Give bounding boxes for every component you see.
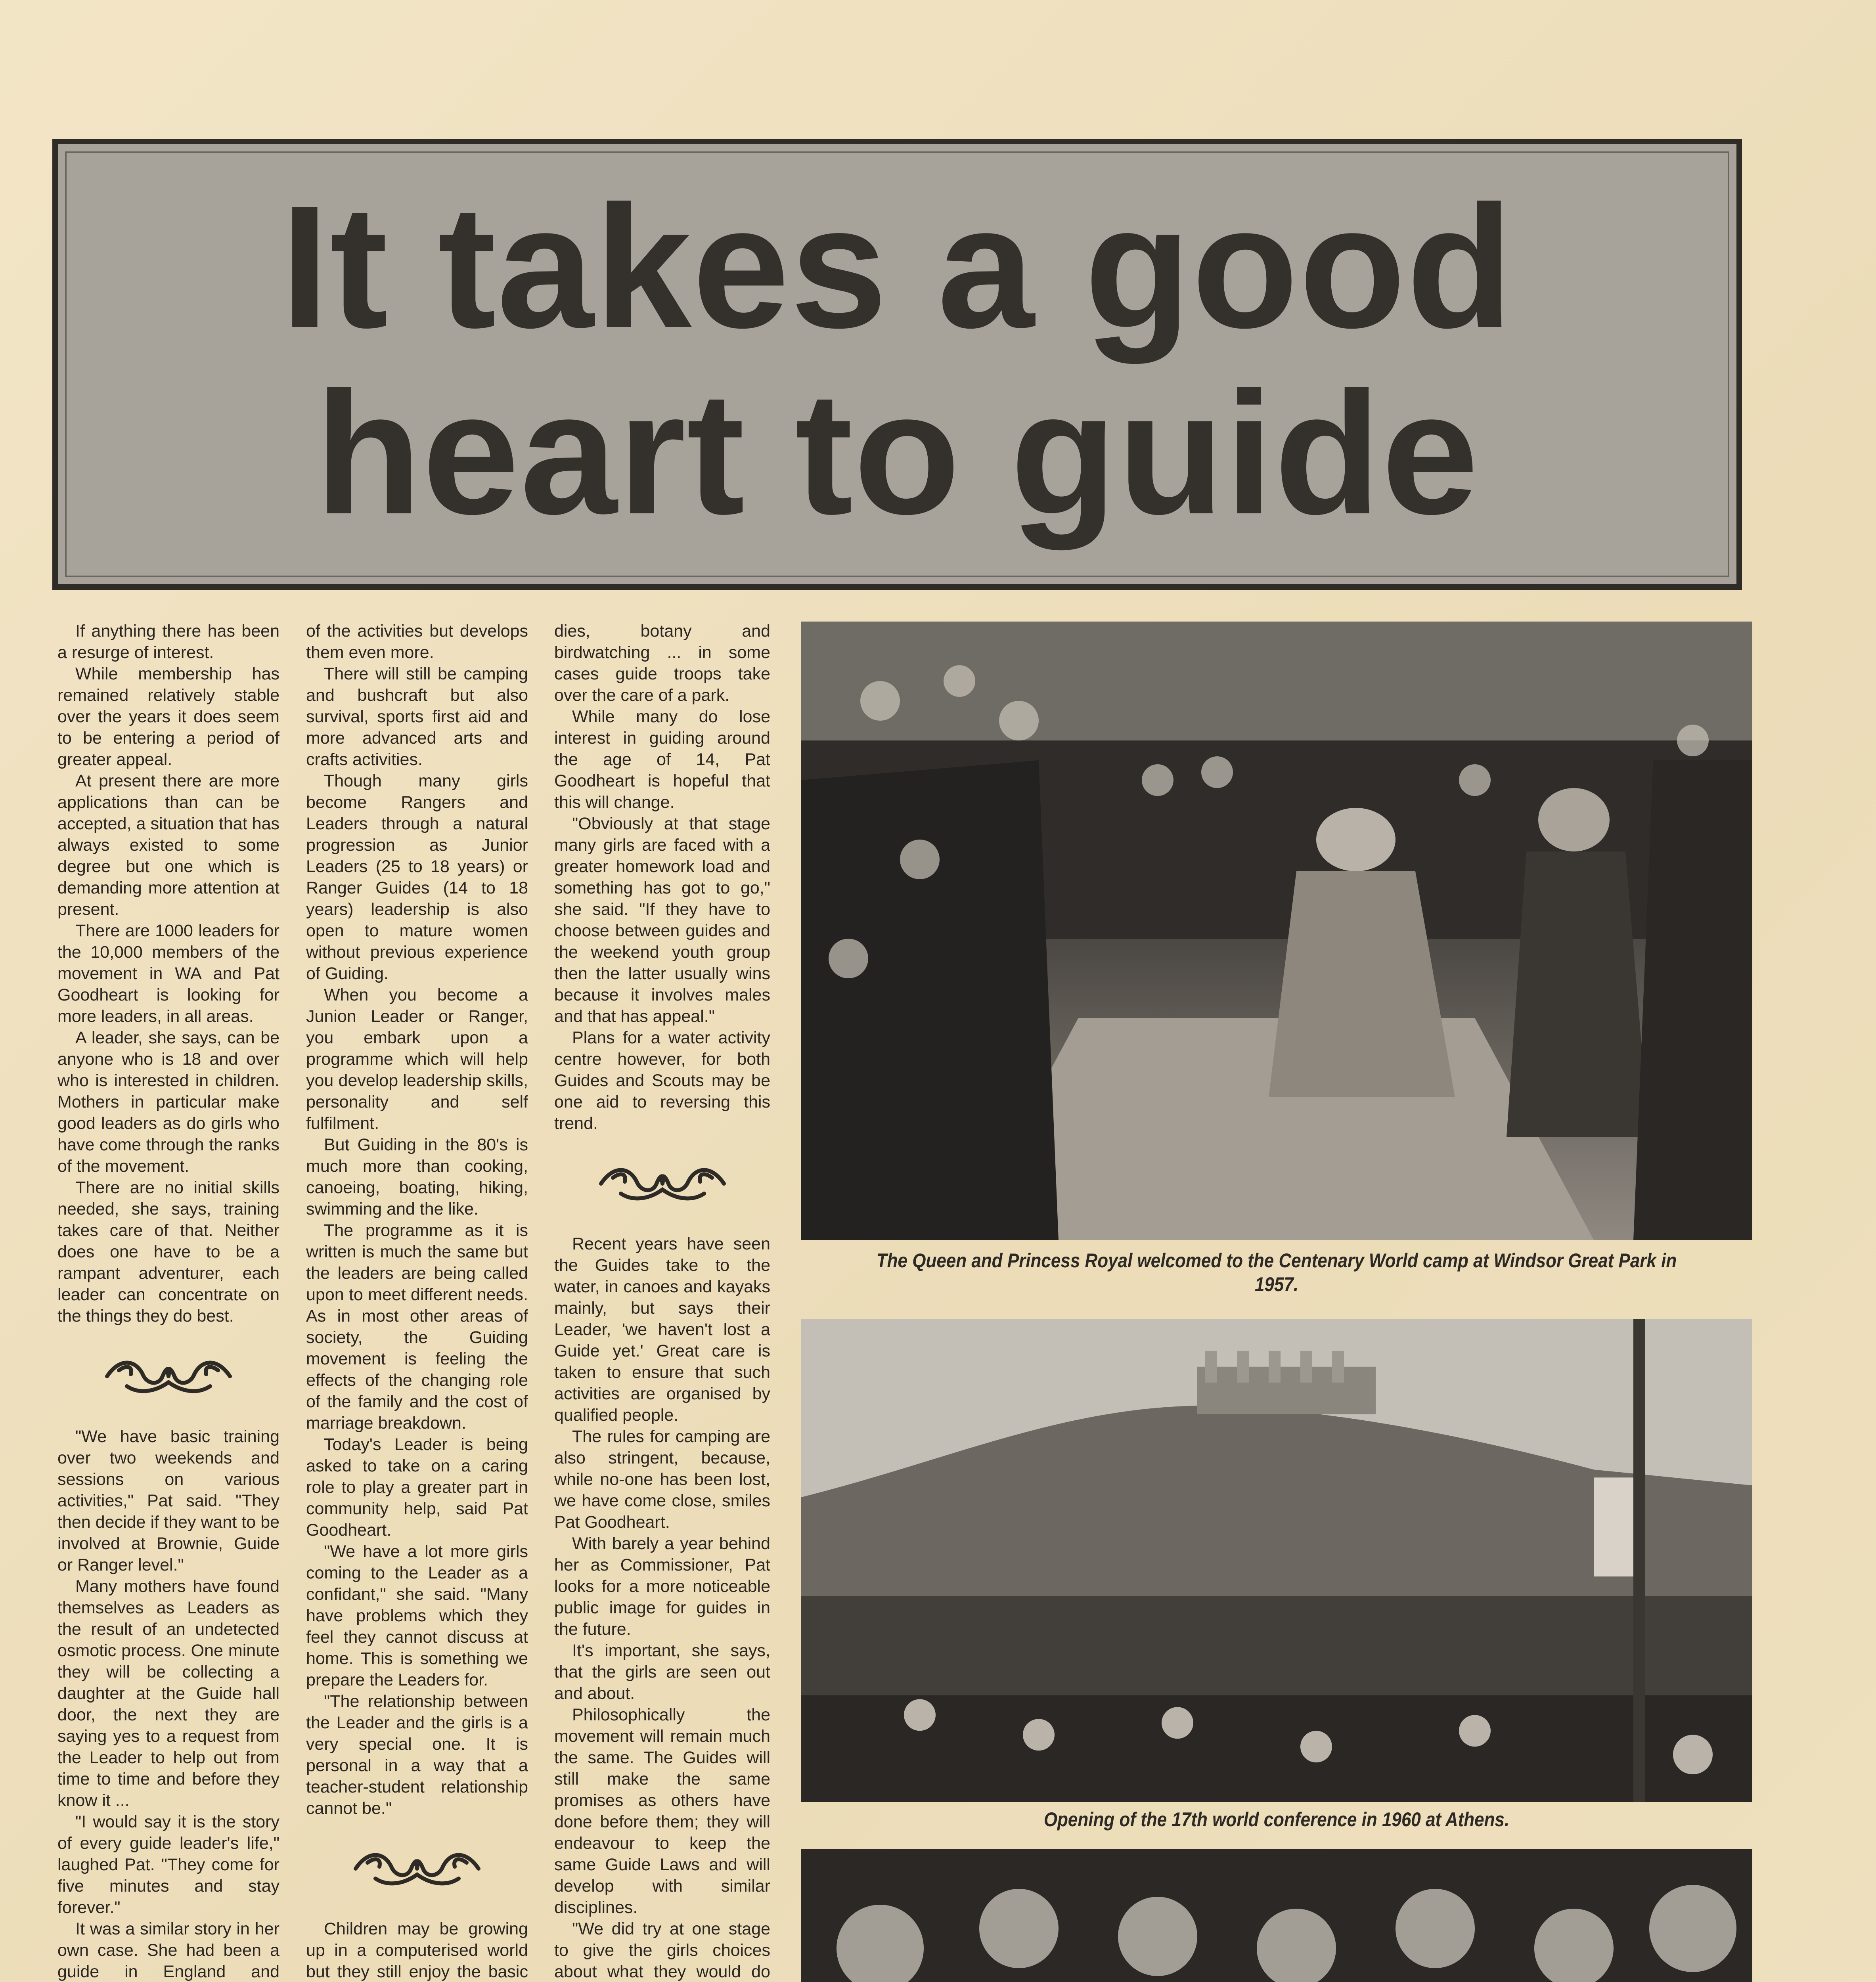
paragraph: While many do lose interest in guiding around the age of 14, Pat Goodheart is hopeful that this will change. bbox=[554, 707, 770, 812]
paragraph: "We have basic training over two weekends and sessions on various activities," Pat said. "They then decide if they want to be involved at Brownie, Guide or Ranger level." bbox=[57, 1427, 279, 1575]
column-1-part-a bbox=[57, 620, 279, 1327]
section-ornament-icon bbox=[103, 1354, 234, 1398]
section-ornament-icon bbox=[597, 1162, 728, 1205]
paragraph: Recent years have seen the Guides take to the water, in canoes and kayaks mainly, but says their Leader, 'we haven't lost a Guide yet.' Great care is taken to ensure that such activities are organised by qualified people. bbox=[554, 1234, 770, 1425]
column-2-part-b bbox=[306, 1918, 528, 1982]
column-3-part-a bbox=[554, 620, 770, 1134]
paragraph: Though many girls become Rangers and Leaders through a natural progression as Junior Leaders (25 to 18 years) or Ranger Guides (14 to 18 years) leadership is also open to mature women without previous experience of Guiding. bbox=[306, 771, 528, 983]
article-column-1 bbox=[57, 620, 279, 1982]
photo-pat-goodheart-troops bbox=[801, 1849, 1752, 1982]
paragraph: Philosophically the movement will remain much the same. The Guides will still make the same promises as others have done before them; they will endeavour to keep the same Guide Laws and will develop with similar disciplines. bbox=[554, 1705, 770, 1917]
paragraph: of the activities but develops them even more. bbox=[306, 622, 528, 662]
headline-box bbox=[52, 139, 1742, 590]
photo-2-caption: Opening of the 17th world conference in 1960 at Athens. bbox=[1043, 1808, 1510, 1831]
paragraph: While membership has remained relatively stable over the years it does seem to be entering a period of greater appeal. bbox=[57, 664, 279, 769]
paragraph: There will still be camping and bushcraft but also survival, sports first aid and more advanced arts and crafts activities. bbox=[306, 664, 528, 769]
paragraph: There are no initial skills needed, she says, training takes care of that. Neither does one have to be a rampant adventurer, each leader can concentrate on the things they do best. bbox=[57, 1178, 279, 1326]
paragraph: Plans for a water activity centre however, for both Guides and Scouts may be one aid to reversing this trend. bbox=[554, 1028, 770, 1133]
paragraph: Today's Leader is being asked to take on a caring role to play a greater part in community help, said Pat Goodheart. bbox=[306, 1435, 528, 1540]
column-3-part-b bbox=[554, 1233, 770, 1982]
section-ornament-icon bbox=[352, 1847, 482, 1890]
paragraph: A leader, she says, can be anyone who is 18 and over who is interested in children. Mothers in particular make good leaders as do girls who have come through the ranks of the movement. bbox=[57, 1028, 279, 1176]
article-column-3 bbox=[554, 620, 770, 1982]
paragraph: The programme as it is written is much the same but the leaders are being called upon to meet different needs. As in most other areas of society, the Guiding movement is feeling the effects of the changing role of the family and the cost of marriage breakdown. bbox=[306, 1221, 528, 1433]
paragraph: With barely a year behind her as Commissioner, Pat looks for a more noticeable public image for guides in the future. bbox=[554, 1534, 770, 1639]
paragraph: At present there are more applications than can be accepted, a situation that has always existed to some degree but one which is demanding more attention at present. bbox=[57, 771, 279, 919]
headline-line-1: It takes a good bbox=[280, 170, 1514, 364]
paragraph: Many mothers have found themselves as Leaders as the result of an undetected osmotic process. One minute they will be collecting a daughter at the Guide hall door, the next they are saying yes to a request from the Leader to help out from time to time and before they know it ... bbox=[57, 1577, 279, 1810]
headline-line-2: heart to guide bbox=[315, 356, 1480, 551]
column-2-part-a bbox=[306, 620, 528, 1819]
paragraph: "I would say it is the story of every guide leader's life," laughed Pat. "They come for five minutes and stay forever." bbox=[57, 1812, 279, 1917]
paragraph: "Obviously at that stage many girls are faced with a greater homework load and something has got to go," she said. "If they have to choose between guides and the weekend youth group then the latter usually wins because it involves males and that has appeal." bbox=[554, 814, 770, 1026]
photo-queen-welcome bbox=[801, 622, 1752, 1240]
paragraph: Children may be growing up in a computerised world but they still enjoy the basic bbox=[306, 1919, 528, 1981]
paragraph: dies, botany and birdwatching ... in some cases guide troops take over the care of a park. bbox=[554, 622, 770, 705]
paragraph: "The relationship between the Leader and the girls is a very special one. It is personal in a way that a teacher-student relationship cannot be." bbox=[306, 1692, 528, 1818]
paragraph: If anything there has been a resurge of interest. bbox=[57, 622, 279, 662]
paragraph: But Guiding in the 80's is much more than cooking, canoeing, boating, hiking, swimming and the like. bbox=[306, 1135, 528, 1219]
column-1-part-b bbox=[57, 1426, 279, 1982]
photo-athens-conference bbox=[801, 1319, 1752, 1802]
paragraph: There are 1000 leaders for the 10,000 members of the movement in WA and Pat Goodheart is looking for more leaders, in all areas. bbox=[57, 921, 279, 1026]
photo-1-caption: The Queen and Princess Royal welcomed to the Centenary World camp at Windsor Great Park in 1957. bbox=[876, 1249, 1677, 1295]
paragraph: "We did try at one stage to give the girls choices about what they would do bbox=[554, 1919, 770, 1981]
paragraph: "We have a lot more girls coming to the Leader as a confidant," she said. "Many have problems which they feel they cannot discuss at home. This is something we prepare the Leaders for. bbox=[306, 1542, 528, 1689]
paragraph: It's important, she says, that the girls are seen out and about. bbox=[554, 1641, 770, 1703]
paragraph: It was a similar story in her own case. She had been a guide in England and bbox=[57, 1919, 279, 1981]
article-column-2 bbox=[306, 620, 528, 1982]
paragraph: The rules for camping are also stringent, because, while no-one has been lost, we have come close, smiles Pat Goodheart. bbox=[554, 1427, 770, 1532]
paragraph: When you become a Junion Leader or Ranger, you embark upon a programme which will help you develop leadership skills, personality and self fulfilment. bbox=[306, 985, 528, 1133]
